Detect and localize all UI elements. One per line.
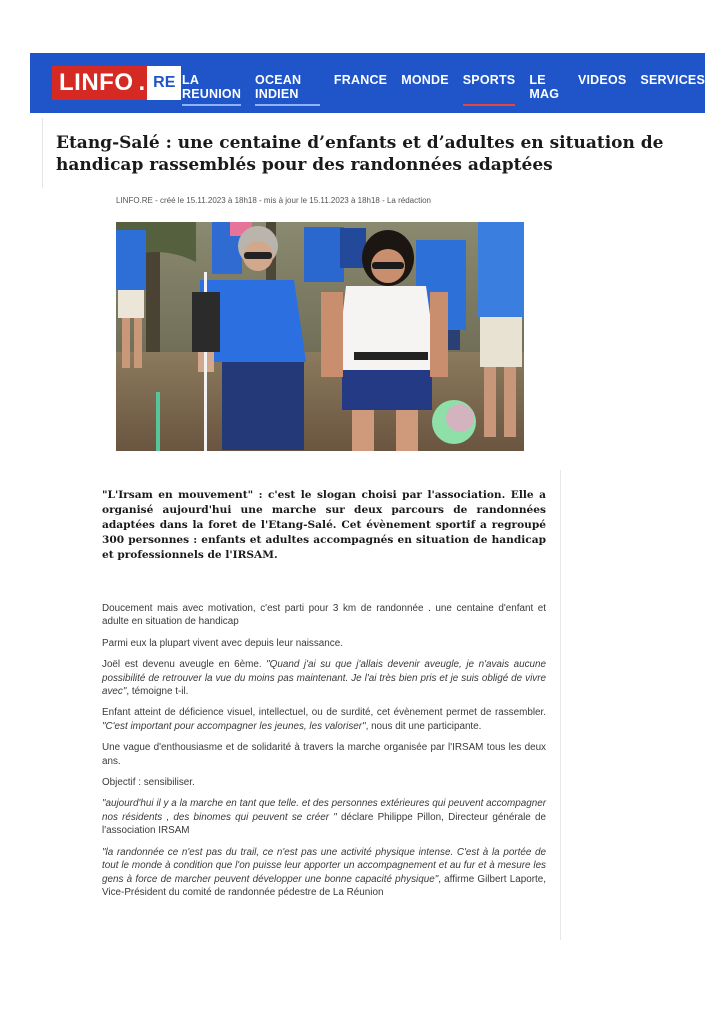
- nav-ocean-indien[interactable]: OCEAN INDIEN: [255, 73, 320, 106]
- quote-participante: "C'est important pour accompagner les jeunes, les valoriser": [102, 720, 366, 732]
- paragraph-3-intro: Joël est devenu aveugle en 6ème.: [102, 659, 267, 671]
- paragraph-8: [102, 846, 546, 900]
- paragraph-8-attribution: , affirme Gilbert Laporte, Vice-Président du comité de randonnée pédestre de La Réunion: [102, 873, 546, 898]
- paragraph-4-intro: Enfant atteint de déficience visuel, intellectuel, ou de surdité, cet évènement permet de rassembler.: [102, 707, 546, 719]
- lead-slogan: "L'Irsam en mouvement": [102, 489, 254, 501]
- nav-videos[interactable]: VIDEOS: [577, 73, 627, 87]
- nav-sports[interactable]: SPORTS: [463, 73, 516, 106]
- quote-joel: "Quand j'ai su que j'allais devenir aveugle, je n'avais aucune possibilité de retrouver la vue du moins pas maintenant. Je l'ai très bien pris et je suis obligé de vivre avec": [102, 659, 546, 698]
- paragraph-4-attribution: , nous dit une participante.: [365, 720, 482, 732]
- paragraph-6: Objectif : sensibiliser.: [102, 777, 195, 789]
- logo-tld: RE: [147, 66, 181, 100]
- site-navbar: [30, 53, 705, 113]
- content-column-divider: [560, 470, 561, 940]
- article-title: Etang-Salé : une centaine d’enfants et d’adultes en situation de handicap rassemblés pour des randonnées adaptées: [56, 133, 664, 175]
- paragraph-4: [102, 706, 546, 733]
- article-photo: [116, 222, 524, 451]
- paragraph-1: Doucement mais avec motivation, c'est parti pour 3 km de randonnée . une centaine d'enfant et adulte en situation de handicap: [102, 603, 546, 628]
- article-meta: LINFO.RE - créé le 15.11.2023 à 18h18 - mis à jour le 15.11.2023 à 18h18 - La rédaction: [116, 196, 432, 205]
- site-logo[interactable]: [52, 66, 181, 100]
- nav-le-mag[interactable]: LE MAG: [529, 73, 560, 101]
- logo-dot: .: [139, 66, 148, 100]
- nav-services[interactable]: SERVICES: [640, 73, 705, 87]
- paragraph-5: Une vague d'enthousiasme et de solidarité à travers la marche organisée par l'IRSAM tous les deux ans.: [102, 742, 546, 767]
- article-lead: [102, 488, 546, 563]
- lead-text: : c'est le slogan choisi par l'association. Elle a organisé aujourd'hui une marche sur deux parcours de randonnées adaptées dans la foret de l'Etang-Salé. Cet évènement sportif a regroupé 300 personnes : enfants et adultes accompagnés en situation de handicap et professionnels de l'IRSAM.: [102, 489, 546, 561]
- nav-la-reunion[interactable]: LA REUNION: [182, 73, 241, 106]
- paragraph-7-attribution: déclare Philippe Pillon, Directeur générale de l'association IRSAM: [102, 811, 546, 837]
- nav-monde[interactable]: MONDE: [401, 73, 449, 87]
- paragraph-2: Parmi eux la plupart vivent avec depuis leur naissance.: [102, 637, 343, 649]
- nav-france[interactable]: FRANCE: [333, 73, 388, 87]
- quote-pillon: "aujourd'hui il y a la marche en tant que telle. et des personnes extérieures qui peuvent accompagner nos résidents , des binomes qui peuvent se créer ": [102, 798, 546, 823]
- quote-laporte: "la randonnée ce n'est pas du trail, ce n'est pas une activité physique intense. C'est à la portée de tout le monde à condition que l'on puisse leur apporter un accompagnement et au fur et à mesure les gens à force de marcher peuvent développer une bonne capacité physique": [102, 846, 546, 885]
- article-body: [102, 602, 546, 907]
- paragraph-3-attribution: , témoigne t-il.: [126, 686, 189, 698]
- logo-brand: LINFO: [52, 66, 139, 100]
- article-title-box: [42, 118, 699, 188]
- paragraph-3: [102, 658, 546, 698]
- photo-illustration: [116, 222, 524, 451]
- paragraph-7: [102, 797, 546, 837]
- main-nav: [182, 73, 705, 106]
